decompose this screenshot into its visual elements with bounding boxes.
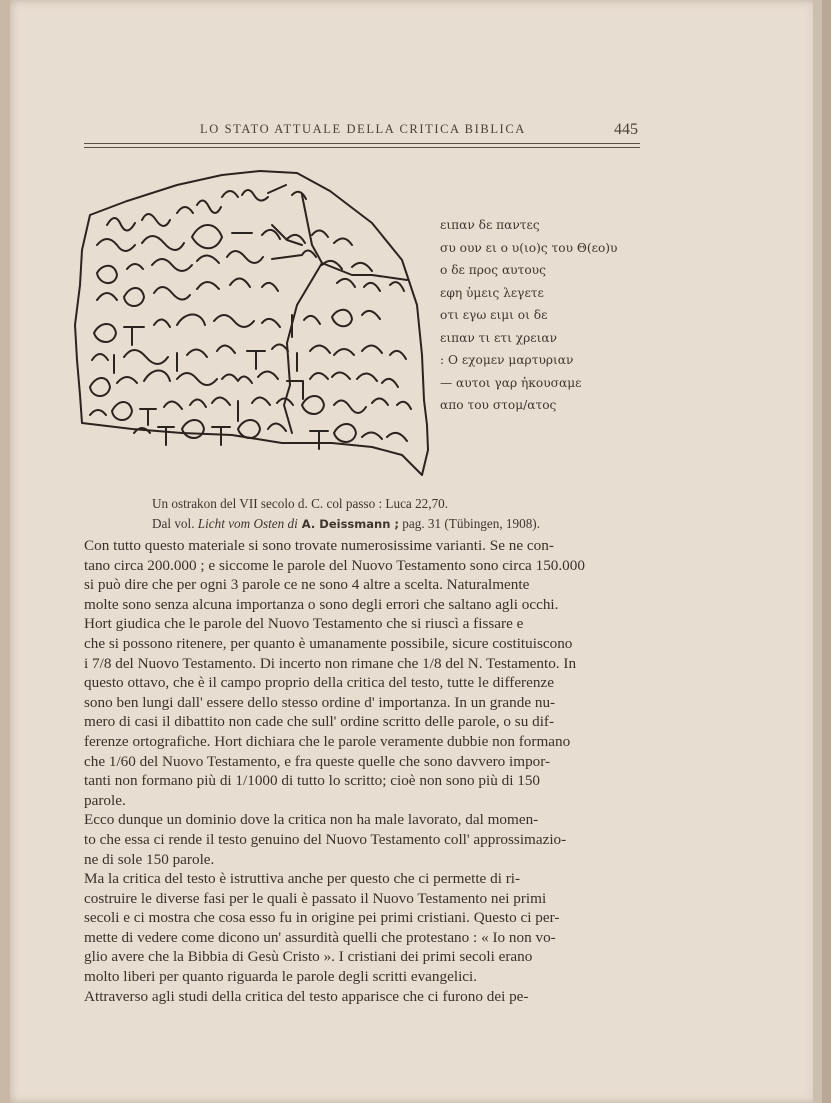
transcription-line: απο του στομ/ατος <box>440 398 557 412</box>
text-line: costruire le diverse fasi per le quali è passato il Nuovo Testamento nei primi <box>84 889 547 907</box>
text-line: ferenze ortografiche. Hort dichiara che le parole veramente dubbie non formano <box>84 732 571 750</box>
transcription-line: εφη ὑμεις λεγετε <box>440 285 544 300</box>
text-line: che si possono ritenere, per quanto è umanamente possibile, sicure costituiscono <box>84 634 573 652</box>
caption-line-1: Un ostrakon del VII secolo d. C. col passo : Luca 22,70. <box>152 496 449 511</box>
transcription-line: ειπαν τι ετι χρειαν <box>440 330 558 345</box>
text-line: Attraverso agli studi della critica del testo apparisce che ci furono dei pe- <box>84 987 529 1005</box>
figure-caption <box>152 494 652 534</box>
text-line: tanti non formano più di 1/1000 di tutto lo scritto; cioè non sono più di 150 <box>84 772 541 790</box>
greek-transcription <box>440 214 640 417</box>
text-line: mero di casi il dibattito non cade che sull' ordine scritto delle parole, o su dif- <box>84 713 555 731</box>
text-line: i 7/8 del Nuovo Testamento. Di incerto non rimane che 1/8 del N. Testamento. In <box>84 654 577 672</box>
transcription-line: ειπαν δε παντες <box>440 218 540 232</box>
running-title: LO STATO ATTUALE DELLA CRITICA BIBLICA <box>200 122 526 136</box>
ostrakon-drawing <box>72 165 432 480</box>
text-line: molte sono senza alcuna importanza o sono degli errori che saltano agli occhi. <box>84 595 559 613</box>
text-line: mette di vedere come dicono un' assurdità quelli che protestano : « Io non vo- <box>84 928 556 946</box>
body-text <box>84 536 642 1006</box>
text-line: to che essa ci rende il testo genuino del Nuovo Testamento coll' approssimazio- <box>84 830 567 848</box>
text-line: sono ben lungi dall' essere dello stesso ordine d' importanza. In un grande nu- <box>84 693 556 711</box>
text-line: molto liberi per quanto riguarda le parole degli scritti evangelici. <box>84 968 478 986</box>
transcription-line: — αυτοι γαρ ἠκουσαμε <box>440 375 582 390</box>
text-line: ne di sole 150 parole. <box>84 850 215 868</box>
header-rule-double <box>84 147 640 148</box>
page-number: 445 <box>614 121 638 138</box>
caption-prefix: Dal vol. <box>152 515 198 531</box>
text-line: questo ottavo, che è il campo proprio della critica del testo, tutte le differenze <box>84 674 554 692</box>
text-line: secoli e ci mostra che cosa esso fu in origine pei primi cristiani. Questo ci per- <box>84 909 560 927</box>
text-line: Ma la critica del testo è istruttiva anche per questo che ci permette di ri- <box>84 870 521 888</box>
caption-reference: pag. 31 (Tübingen, 1908). <box>398 515 540 531</box>
transcription-line: οτι εγω ειμι οι δε <box>440 308 548 322</box>
transcription-line: : Ο εχομεν μαρτυριαν <box>440 353 574 367</box>
page-edge <box>813 0 822 1103</box>
caption-book-title: Licht vom Osten di <box>197 515 298 531</box>
book-spine-edge <box>0 0 10 1103</box>
text-line: glio avere che la Bibbia di Gesù Cristo ». I cristiani dei primi secoli erano <box>84 948 533 966</box>
text-line: Ecco dunque un dominio dove la critica non ha male lavorato, dal momen- <box>84 811 539 829</box>
transcription-line: συ ουν ει ο υ(ιο)ς του Θ(εο)υ <box>440 240 618 255</box>
header-rule <box>84 143 640 144</box>
caption-author: A. Deissmann ; <box>297 516 399 531</box>
text-line: si può dire che per ogni 3 parole ce ne sono 4 altre a scelta. Naturalmente <box>84 576 530 594</box>
text-line: Hort giudica che le parole del Nuovo Testamento che si riuscì a fissare e <box>84 615 524 633</box>
text-line: parole. <box>84 791 126 809</box>
transcription-line: ο δε προς αυτους <box>440 263 546 277</box>
text-line: Con tutto questo materiale si sono trovate numerosissime varianti. Se ne con- <box>84 537 554 554</box>
text-line: che 1/60 del Nuovo Testamento, e fra queste quelle che sono davvero impor- <box>84 752 551 770</box>
caption-line-2 <box>152 514 652 535</box>
text-line: tano circa 200.000 ; e siccome le parole del Nuovo Testamento sono circa 150.000 <box>84 556 585 574</box>
